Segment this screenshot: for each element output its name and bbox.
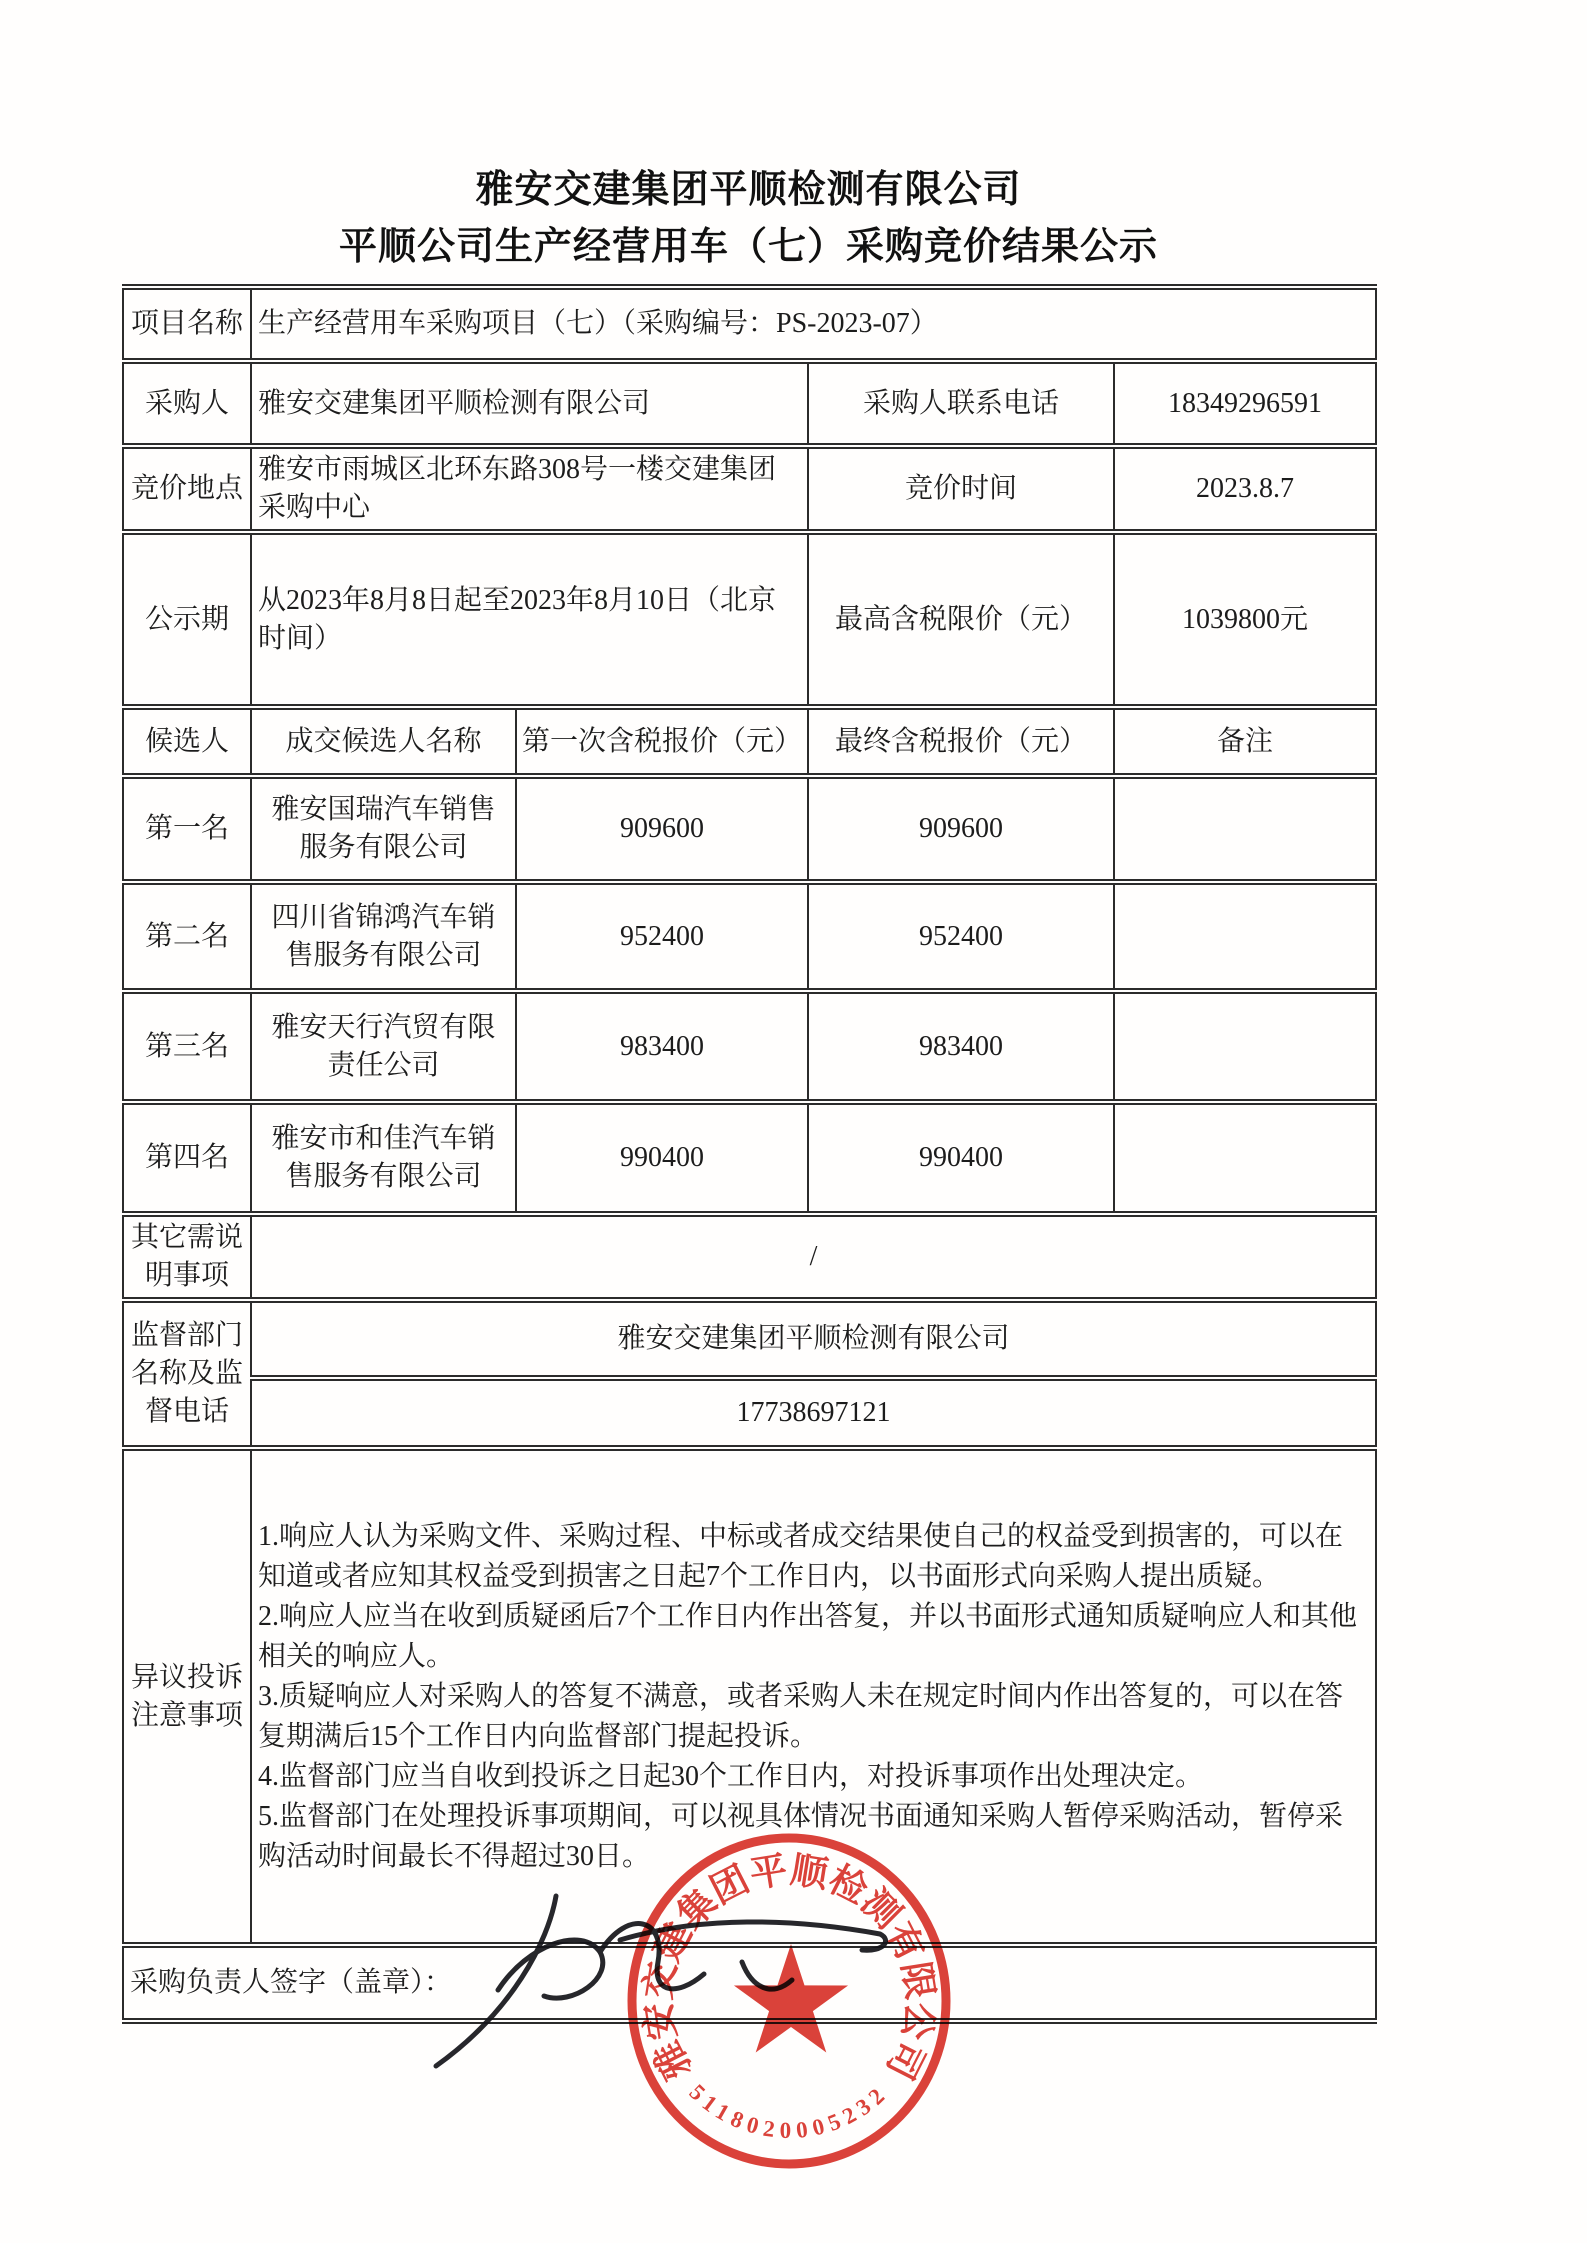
publicity-value: 从2023年8月8日起至2023年8月10日（北京时间） — [251, 532, 808, 707]
purchaser-value: 雅安交建集团平顺检测有限公司 — [251, 361, 808, 446]
candidate-1-name: 雅安国瑞汽车销售服务有限公司 — [251, 776, 516, 882]
objection-item-4: 4.监督部门应当自收到投诉之日起30个工作日内，对投诉事项作出处理决定。 — [258, 1760, 1204, 1792]
bid-time-value: 2023.8.7 — [1114, 446, 1376, 532]
row-signature — [123, 1945, 1376, 2021]
candidate-2-first-price: 952400 — [516, 882, 808, 991]
row-publicity — [123, 532, 1376, 707]
candidates-col-rank: 候选人 — [123, 707, 251, 776]
other-notes-value: / — [251, 1214, 1376, 1300]
candidate-4-remark — [1114, 1102, 1376, 1214]
purchaser-phone-value: 18349296591 — [1114, 361, 1376, 446]
row-candidates-header — [123, 707, 1376, 776]
candidate-4-first-price: 990400 — [516, 1102, 808, 1214]
row-purchaser — [123, 361, 1376, 446]
candidate-3-name: 雅安天行汽贸有限责任公司 — [251, 991, 516, 1102]
objection-label: 异议投诉注意事项 — [123, 1448, 251, 1945]
candidate-3-rank: 第三名 — [123, 991, 251, 1102]
candidate-4-name: 雅安市和佳汽车销售服务有限公司 — [251, 1102, 516, 1214]
max-price-label: 最高含税限价（元） — [808, 532, 1114, 707]
row-supervision-phone — [123, 1378, 1376, 1448]
candidate-1-final-price: 909600 — [808, 776, 1114, 882]
candidate-3-first-price: 983400 — [516, 991, 808, 1102]
candidate-3-remark — [1114, 991, 1376, 1102]
candidate-2-remark — [1114, 882, 1376, 991]
candidates-col-remark: 备注 — [1114, 707, 1376, 776]
objection-body — [251, 1448, 1376, 1945]
candidate-2-final-price: 952400 — [808, 882, 1114, 991]
candidate-1-remark — [1114, 776, 1376, 882]
row-other-notes — [123, 1214, 1376, 1300]
supervision-phone: 17738697121 — [251, 1378, 1376, 1448]
purchaser-label: 采购人 — [123, 361, 251, 446]
candidates-col-final-price: 最终含税报价（元） — [808, 707, 1114, 776]
seal-number-text: 5118020005232 — [684, 2079, 894, 2143]
candidate-1-rank: 第一名 — [123, 776, 251, 882]
objection-item-3: 3.质疑响应人对采购人的答复不满意，或者采购人未在规定时间内作出答复的，可以在答复期满后15个工作日内向监督部门提起投诉。 — [258, 1680, 1344, 1752]
candidate-2-name: 四川省锦鸿汽车销售服务有限公司 — [251, 882, 516, 991]
table-row-candidate-1 — [123, 776, 1376, 882]
seal-company-text: 雅安交建集团平顺检测有限公司 — [637, 1850, 941, 2086]
location-label: 竞价地点 — [123, 446, 251, 532]
candidates-col-first-price: 第一次含税报价（元） — [516, 707, 808, 776]
row-objection — [123, 1448, 1376, 1945]
max-price-value: 1039800元 — [1114, 532, 1376, 707]
publicity-label: 公示期 — [123, 532, 251, 707]
table-row-candidate-3 — [123, 991, 1376, 1102]
table-row-candidate-2 — [123, 882, 1376, 991]
row-supervision-dept — [123, 1300, 1376, 1378]
location-value: 雅安市雨城区北环东路308号一楼交建集团采购中心 — [251, 446, 808, 532]
svg-text:5118020005232 — [685, 2079, 894, 2143]
other-notes-label: 其它需说明事项 — [123, 1214, 251, 1300]
title-line-2: 平顺公司生产经营用车（七）采购竞价结果公示 — [338, 226, 1158, 268]
row-location — [123, 446, 1376, 532]
bid-time-label: 竞价时间 — [808, 446, 1114, 532]
title-line-1: 雅安交建集团平顺检测有限公司 — [475, 169, 1022, 211]
purchaser-phone-label: 采购人联系电话 — [808, 361, 1114, 446]
document-title — [122, 162, 1375, 276]
table-row-candidate-4 — [123, 1102, 1376, 1214]
project-label: 项目名称 — [123, 287, 251, 361]
row-project — [123, 287, 1376, 361]
supervision-label: 监督部门名称及监督电话 — [123, 1300, 251, 1448]
signature-label: 采购负责人签字（盖章）： — [123, 1945, 1376, 2021]
project-value: 生产经营用车采购项目（七）（采购编号：PS-2023-07） — [251, 287, 1376, 361]
objection-item-5: 5.监督部门在处理投诉事项期间，可以视具体情况书面通知采购人暂停采购活动，暂停采购活动时间最长不得超过30日。 — [258, 1800, 1344, 1872]
candidate-3-final-price: 983400 — [808, 991, 1114, 1102]
candidate-4-final-price: 990400 — [808, 1102, 1114, 1214]
objection-item-1: 1.响应人认为采购文件、采购过程、中标或者成交结果使自己的权益受到损害的，可以在知道或者应知其权益受到损害之日起7个工作日内，以书面形式向采购人提出质疑。 — [258, 1520, 1344, 1592]
supervision-dept: 雅安交建集团平顺检测有限公司 — [251, 1300, 1376, 1378]
objection-item-2: 2.响应人应当在收到质疑函后7个工作日内作出答复，并以书面形式通知质疑响应人和其他相关的响应人。 — [258, 1600, 1358, 1672]
candidates-col-name: 成交候选人名称 — [251, 707, 516, 776]
result-table — [122, 284, 1377, 2024]
candidate-4-rank: 第四名 — [123, 1102, 251, 1214]
candidate-2-rank: 第二名 — [123, 882, 251, 991]
candidate-1-first-price: 909600 — [516, 776, 808, 882]
